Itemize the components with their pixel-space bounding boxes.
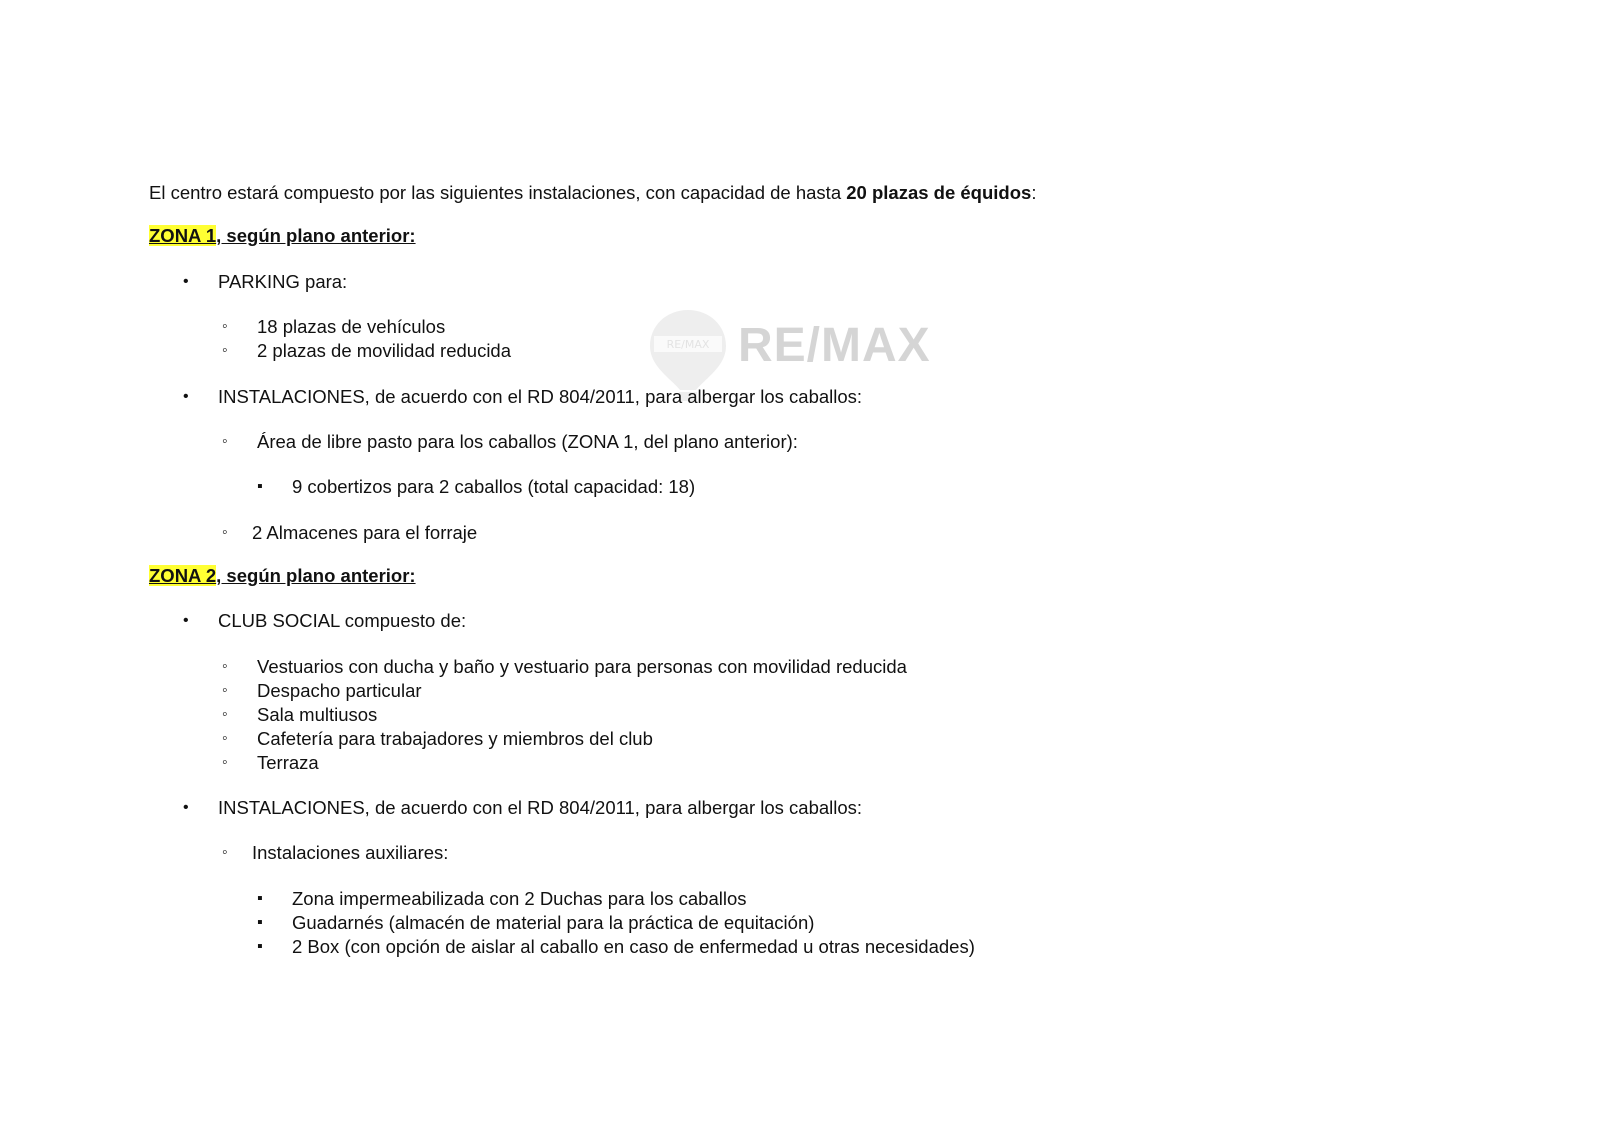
circle-bullet-icon: ◦ bbox=[222, 682, 228, 699]
zona1-instalaciones-label: INSTALACIONES, de acuerdo con el RD 804/2011, para albergar los caballos: bbox=[218, 386, 863, 407]
circle-bullet-icon: ◦ bbox=[222, 658, 228, 675]
club-social-label: CLUB SOCIAL compuesto de: bbox=[218, 610, 467, 631]
club-item: Vestuarios con ducha y baño y vestuario para personas con movilidad reducida bbox=[257, 656, 907, 677]
circle-bullet-icon: ◦ bbox=[222, 844, 228, 861]
parking-item: 2 plazas de movilidad reducida bbox=[257, 340, 512, 361]
parking-label: PARKING para: bbox=[218, 271, 348, 292]
circle-bullet-icon: ◦ bbox=[222, 342, 228, 359]
auxiliar-item: 2 Box (con opción de aislar al caballo en caso de enfermedad u otras necesidades) bbox=[292, 936, 975, 957]
zona1-highlight: ZONA 1 bbox=[149, 225, 217, 246]
disc-bullet-icon: • bbox=[183, 612, 189, 629]
intro-text: El centro estará compuesto por las siguientes instalaciones, con capacidad de hasta bbox=[149, 182, 847, 203]
square-bullet-icon: ▪ bbox=[257, 914, 263, 931]
circle-bullet-icon: ◦ bbox=[222, 706, 228, 723]
circle-bullet-icon: ◦ bbox=[222, 730, 228, 747]
circle-bullet-icon: ◦ bbox=[222, 524, 228, 541]
svg-text:RE/MAX: RE/MAX bbox=[666, 338, 710, 351]
auxiliar-item: Guadarnés (almacén de material para la práctica de equitación) bbox=[292, 912, 815, 933]
parking-item: 18 plazas de vehículos bbox=[257, 316, 446, 337]
square-bullet-icon: ▪ bbox=[257, 478, 263, 495]
almacenes-item: 2 Almacenes para el forraje bbox=[252, 522, 478, 543]
club-item: Sala multiusos bbox=[257, 704, 378, 725]
auxiliar-item: Zona impermeabilizada con 2 Duchas para los caballos bbox=[292, 888, 747, 909]
zona2-heading bbox=[149, 565, 416, 587]
disc-bullet-icon: • bbox=[183, 388, 189, 405]
zona2-highlight: ZONA 2 bbox=[149, 565, 217, 586]
intro-colon: : bbox=[1031, 182, 1037, 203]
circle-bullet-icon: ◦ bbox=[222, 433, 228, 450]
disc-bullet-icon: • bbox=[183, 799, 189, 816]
square-bullet-icon: ▪ bbox=[257, 938, 263, 955]
disc-bullet-icon: • bbox=[183, 273, 189, 290]
auxiliares-label: Instalaciones auxiliares: bbox=[252, 842, 449, 863]
intro-paragraph bbox=[149, 182, 1036, 204]
intro-bold: 20 plazas de équidos bbox=[846, 182, 1032, 203]
club-item: Terraza bbox=[257, 752, 319, 773]
zona1-heading bbox=[149, 225, 416, 247]
pasture-area-item: Área de libre pasto para los caballos (ZONA 1, del plano anterior): bbox=[257, 431, 798, 452]
circle-bullet-icon: ◦ bbox=[222, 754, 228, 771]
club-item: Despacho particular bbox=[257, 680, 422, 701]
zona1-heading-rest: , según plano anterior: bbox=[216, 225, 416, 246]
zona2-instalaciones-label: INSTALACIONES, de acuerdo con el RD 804/2011, para albergar los caballos: bbox=[218, 797, 863, 818]
club-item: Cafetería para trabajadores y miembros del club bbox=[257, 728, 653, 749]
circle-bullet-icon: ◦ bbox=[222, 318, 228, 335]
square-bullet-icon: ▪ bbox=[257, 890, 263, 907]
cobertizos-item: 9 cobertizos para 2 caballos (total capacidad: 18) bbox=[292, 476, 696, 497]
zona2-heading-rest: , según plano anterior: bbox=[216, 565, 416, 586]
watermark-text: RE/MAX bbox=[738, 319, 931, 372]
